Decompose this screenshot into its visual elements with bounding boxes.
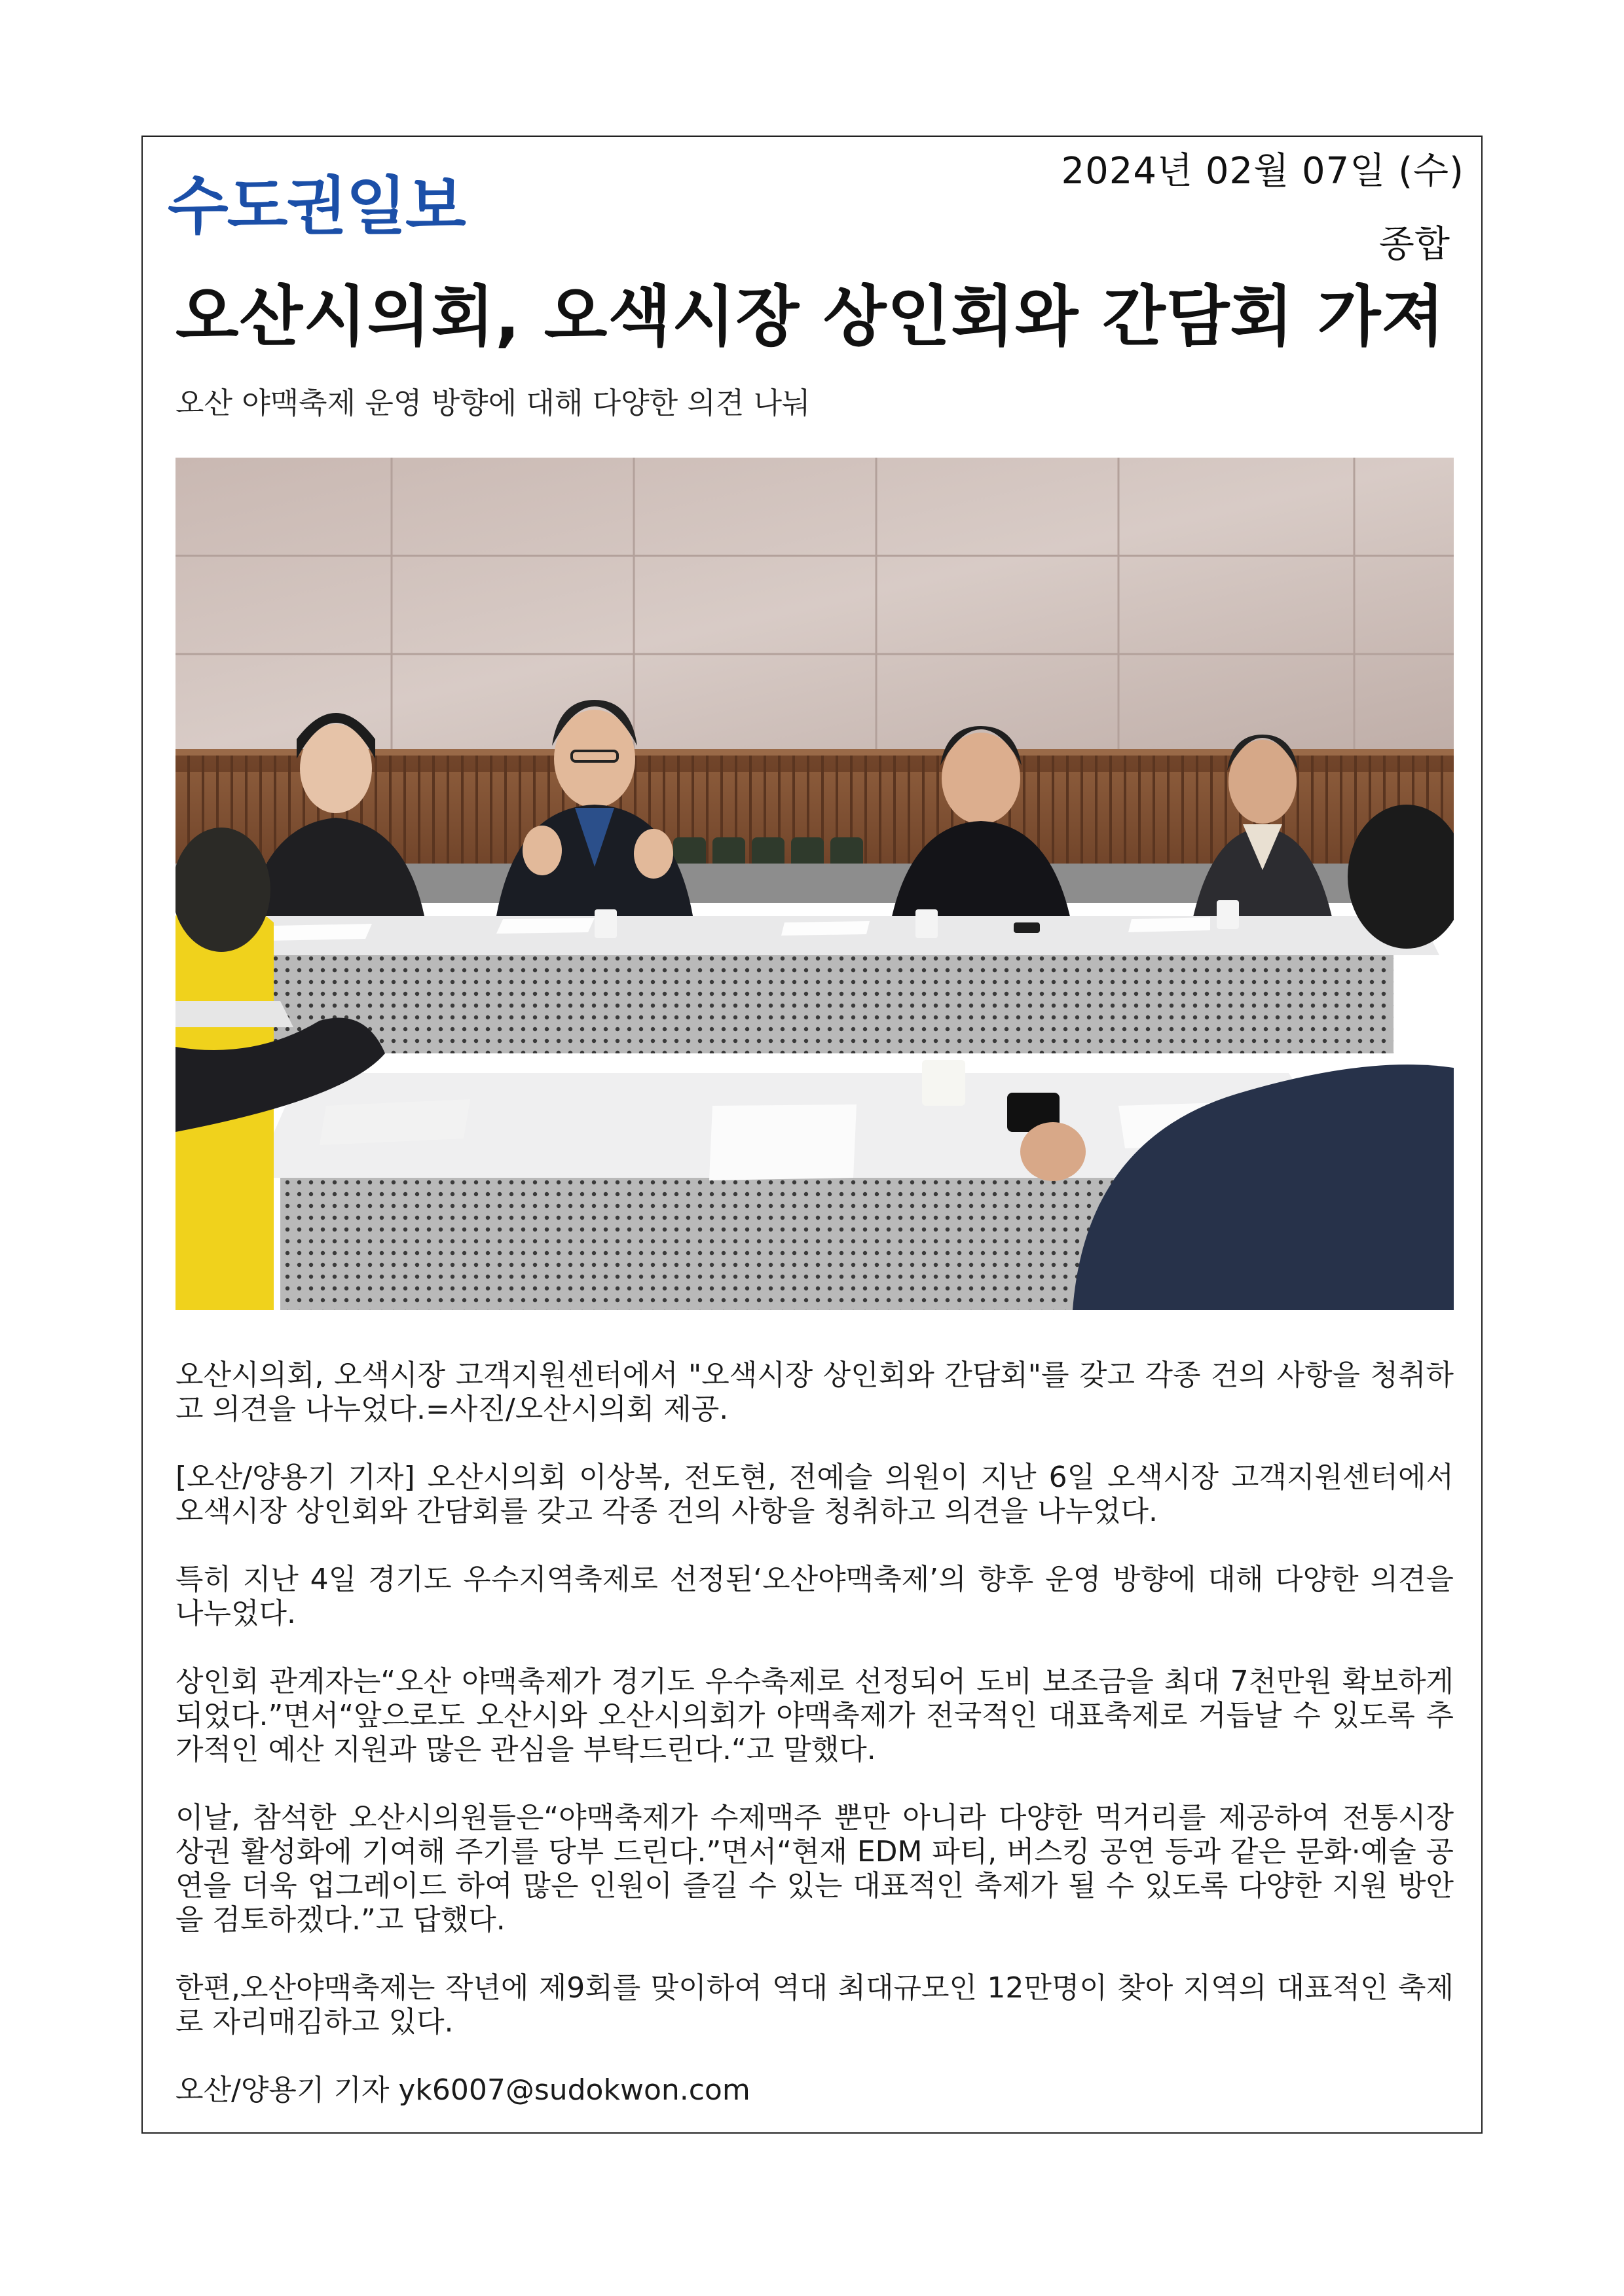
article-frame	[141, 136, 1483, 2134]
article-body	[175, 1358, 1454, 2107]
article-paragraph: 상인회 관계자는“오산 야맥축제가 경기도 우수축제로 선정되어 도비 보조금을 최대 7천만원 확보하게 되었다.”면서“앞으로도 오산시와 오산시의회가 야맥축제가 전국적인 대표축제로 거듭날 수 있도록 추가적인 예산 지원과 많은 관심을 부탁드린다.“고 말했다.	[175, 1665, 1454, 1766]
meeting-photo-illustration	[175, 458, 1454, 1310]
article-paragraph: 특히 지난 4일 경기도 우수지역축제로 선정된‘오산야맥축제’의 향후 운영 방향에 대해 다양한 의견을 나누었다.	[175, 1563, 1454, 1630]
section-label: 종합	[1378, 223, 1450, 266]
article-subheadline: 오산 야맥축제 운영 방향에 대해 다양한 의견 나눠	[175, 386, 811, 420]
article-photo	[175, 458, 1454, 1310]
newspaper-logo: 수도권일보	[168, 170, 465, 243]
photo-caption: 오산시의회, 오색시장 고객지원센터에서 "오색시장 상인회와 간담회"를 갖고 각종 건의 사항을 청취하고 의견을 나누었다.=사진/오산시의회 제공.	[175, 1358, 1454, 1426]
article-paragraph: 이날, 참석한 오산시의원들은“야맥축제가 수제맥주 뿐만 아니라 다양한 먹거리를 제공하여 전통시장 상권 활성화에 기여해 주기를 당부 드린다.”면서“현재 EDM 파티, 버스킹 공연 등과 같은 문화·예술 공연을 더욱 업그레이드 하여 많은 인원이 즐길 수 있는 대표적인 축제가 될 수 있도록 다양한 지원 방안을 검토하겠다.”고 답했다.	[175, 1801, 1454, 1937]
publication-date: 2024년 02월 07일 (수)	[1061, 150, 1464, 192]
article-byline: 오산/양용기 기자 yk6007@sudokwon.com	[175, 2073, 750, 2107]
article-headline: 오산시의회, 오색시장 상인회와 간담회 가져	[175, 278, 1446, 355]
article-paragraph: [오산/양용기 기자] 오산시의회 이상복, 전도현, 전예슬 의원이 지난 6일 오색시장 고객지원센터에서 오색시장 상인회와 간담회를 갖고 각종 건의 사항을 청취하고 의견을 나누었다.	[175, 1461, 1454, 1528]
article-paragraph: 한편,오산야맥축제는 작년에 제9회를 맞이하여 역대 최대규모인 12만명이 찾아 지역의 대표적인 축제로 자리매김하고 있다.	[175, 1971, 1454, 2039]
